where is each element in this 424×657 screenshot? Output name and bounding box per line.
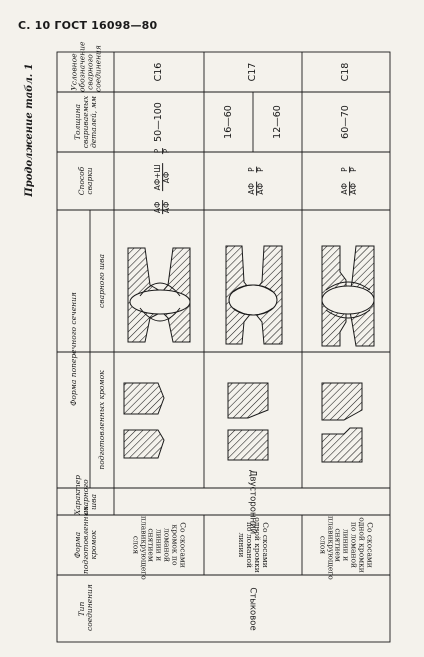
edges-c16 bbox=[124, 383, 164, 458]
method-c17-1: АФ АФ bbox=[247, 183, 265, 195]
thickness-header: Толщина свариваемых деталей, мм bbox=[72, 95, 98, 149]
method-c17-2: Р Р bbox=[247, 167, 265, 172]
designation-header: Условное обозначение сварного соединения bbox=[68, 41, 102, 92]
edge-prep-header: Форма подготовленных кромок bbox=[72, 506, 98, 574]
edges-c18 bbox=[322, 383, 362, 462]
continuation-label: Продолжение табл. 1 bbox=[23, 63, 35, 197]
joint-type-value: Стыковое bbox=[247, 586, 258, 631]
designation-c17: С17 bbox=[247, 62, 259, 82]
prepared-edges-subheader: подготовленных кромок bbox=[97, 370, 107, 470]
thickness-c17-b: 12—60 bbox=[271, 105, 283, 139]
method-c18-1: АФ АФ bbox=[340, 183, 358, 195]
cross-section-header: Форма поперечного сечения bbox=[68, 292, 78, 406]
method-c16-2: АФ+Ш АФ bbox=[153, 164, 171, 191]
method-c18-2: Р Р bbox=[340, 167, 358, 172]
designation-c16: С16 bbox=[153, 62, 165, 82]
edge-prep-c17: Со скосами одной кромки по ломаной линии bbox=[237, 517, 270, 573]
weld-character-value: Двусторонний bbox=[247, 469, 258, 534]
method-c16-1: АФ АФ bbox=[153, 201, 171, 214]
edge-prep-c18: Со скосами одной кромки по ломаной линии и снятием плавикрующего слоя bbox=[318, 516, 375, 580]
thickness-c18: 60—70 bbox=[340, 105, 352, 139]
method-header: Способ сварки bbox=[76, 166, 94, 196]
thickness-c16: 50—100 bbox=[153, 102, 165, 142]
designation-c18: С18 bbox=[340, 62, 352, 82]
edges-c17 bbox=[228, 383, 268, 460]
method-c16-3: Р Р bbox=[153, 148, 171, 154]
weld-character-header: Характер сварного шва bbox=[72, 474, 98, 515]
edge-prep-c16: Со скосами кромок по ломаной линии и снятием плавикрующего слоя bbox=[131, 516, 188, 580]
page-header: С. 10 ГОСТ 16098—80 bbox=[18, 19, 158, 32]
joint-type-header: Тип соединения bbox=[76, 583, 94, 631]
thickness-c17-a: 16—60 bbox=[222, 105, 234, 139]
weld-subheader: сварного шва bbox=[97, 254, 107, 308]
